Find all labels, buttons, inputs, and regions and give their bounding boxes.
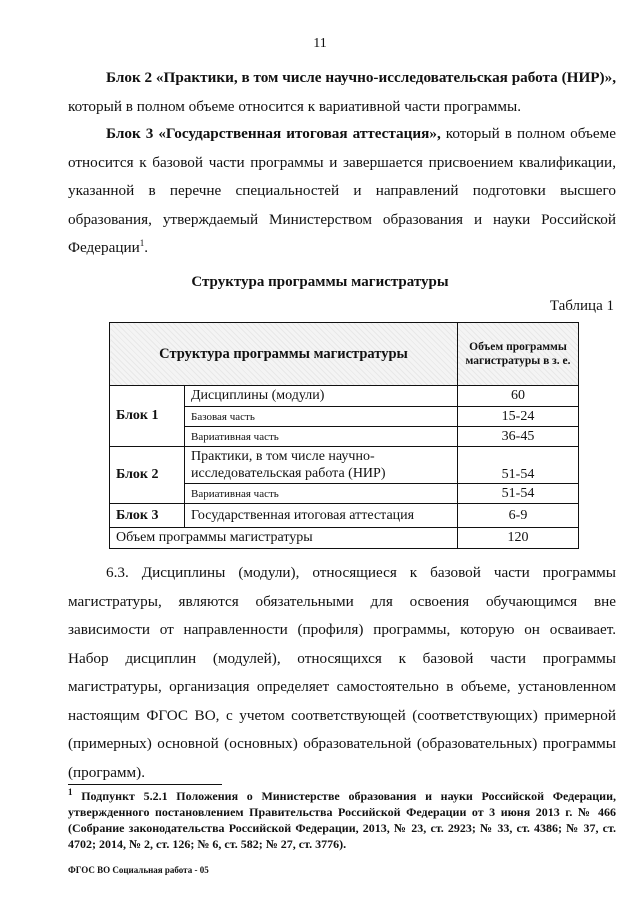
page-number: 11 xyxy=(313,36,327,51)
row-value: 51-54 xyxy=(458,447,579,484)
footnote-mark: 1 xyxy=(68,787,73,797)
block-label: Блок 3 xyxy=(110,504,185,528)
row-label: Вариативная часть xyxy=(185,484,458,504)
row-value: 6-9 xyxy=(458,504,579,528)
block-label: Блок 2 xyxy=(110,447,185,504)
total-label: Объем программы магистратуры xyxy=(110,528,458,549)
header-volume: Объем программы магистратуры в з. е. xyxy=(458,323,579,386)
table-title: Структура программы магистратуры xyxy=(191,274,449,290)
paragraph-block3: Блок 3 «Государственная итоговая аттестация», который в полном объеме относится к базовой части программы и завершается присвоением квалификации, указанной в перечне специальностей и направлений подготовки высшего образования, утверждаемый Министерством образования и науки Российской Федерации$^1$. xyxy=(68,125,616,256)
footnote-ref: 1 xyxy=(139,237,145,248)
header-structure: Структура программы магистратуры xyxy=(110,323,458,386)
page-footer: ФГОС ВО Социальная работа - 05 xyxy=(68,865,209,875)
footnote xyxy=(68,788,616,852)
table-total-row xyxy=(110,528,579,549)
paragraph-6-3: 6.3. Дисциплины (модули), относящиеся к базовой части программы магистратуры, являются обязательными для освоения обучающимся вне зависимости от направленности (профиля) программы, которую он осваивает. Набор дисциплин (модулей), относящихся к базовой части программы магистратуры, организация определяет самостоятельно в объеме, установленном настоящим ФГОС ВО, с учетом соответствующей (соответствующих) примерной (примерных) основной (основных) образовательной (образовательных) программы (программ). xyxy=(68,564,616,781)
total-value: 120 xyxy=(458,528,579,549)
block3-heading: Блок 3 «Государственная итоговая аттестация», xyxy=(106,125,441,142)
row-label: Вариативная часть xyxy=(185,427,458,447)
table-row xyxy=(110,447,579,484)
row-value: 15-24 xyxy=(458,407,579,427)
block2-text: который в полном объеме относится к вариативной части программы. xyxy=(68,97,522,115)
row-value: 36-45 xyxy=(458,427,579,447)
row-value: 60 xyxy=(458,386,579,407)
footnote-text: Подпункт 5.2.1 Положения о Министерстве образования и науки Российской Федерации, утвержденного постановлением Правительства Российской Федерации от 3 июня 2013 г. № 466 (Собрание законодательства Российской Федерации, 2013, № 23, ст. 2923; № 33, ст. 4386; № 37, ст. 4702; 2014, № 2, ст. 126; № 6, ст. 582; № 27, ст. 3776). xyxy=(68,789,616,851)
paragraph-block2 xyxy=(68,64,616,121)
block-label: Блок 1 xyxy=(110,386,185,447)
structure-table xyxy=(109,322,579,549)
row-label: Дисциплины (модули) xyxy=(185,386,458,407)
row-label: Базовая часть xyxy=(185,407,458,427)
footnote-divider xyxy=(68,784,222,785)
table-label: Таблица 1 xyxy=(549,298,614,314)
table-row xyxy=(110,386,579,407)
row-value: 51-54 xyxy=(458,484,579,504)
block2-heading: Блок 2 «Практики, в том числе научно-исследовательская работа (НИР)», xyxy=(106,69,616,86)
row-label: Практики, в том числе научно-исследовательская работа (НИР) xyxy=(185,447,458,484)
table-row xyxy=(110,504,579,528)
row-label: Государственная итоговая аттестация xyxy=(185,504,458,528)
block3-text: который в полном объеме относится к базовой части программы и завершается присвоением квалификации, указанной в перечне специальностей и направлений подготовки высшего образования, утверждаемый Министерством образования и науки Российской Федерации xyxy=(68,125,616,256)
